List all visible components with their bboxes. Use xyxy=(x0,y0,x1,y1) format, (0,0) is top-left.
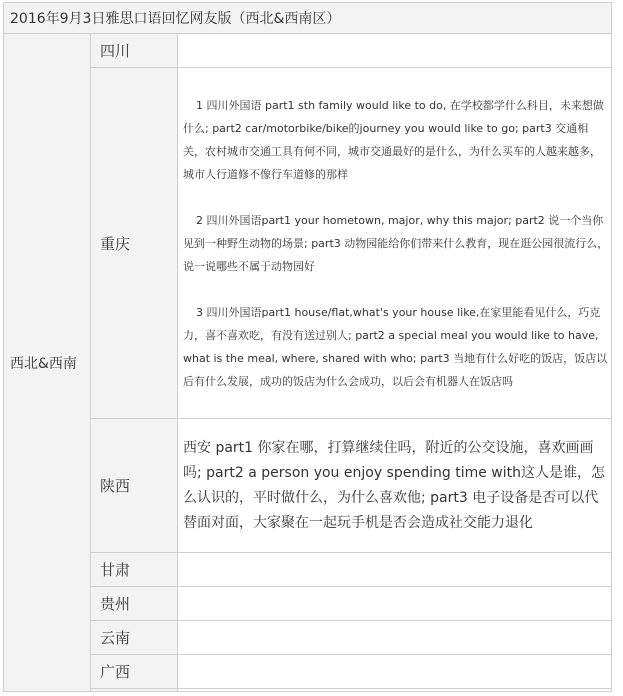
row-guizhou xyxy=(4,587,612,621)
shaanxi-text: 西安 part1 你家在哪，打算继续住吗，附近的公交设施，喜欢画画吗; part2 a person you enjoy spending time with这人是谁，怎么认识的，平时做什么，为什么喜欢他; part3 电子设备是否可以代替面对面，大家聚在一起玩手机是否会造成社交能力退化 xyxy=(183,439,605,531)
exam-recall-table xyxy=(3,2,612,692)
trailing-spacer-content xyxy=(178,689,612,692)
province-sichuan: 四川 xyxy=(91,34,178,68)
row-guangxi xyxy=(4,655,612,689)
content-yunnan xyxy=(178,621,612,655)
content-gansu xyxy=(178,553,612,587)
province-chongqing: 重庆 xyxy=(91,68,178,419)
content-shaanxi xyxy=(178,419,612,553)
table-title: 2016年9月3日雅思口语回忆网友版（西北&西南区） xyxy=(4,3,612,34)
row-shaanxi xyxy=(4,419,612,553)
region-label: 西北&西南 xyxy=(4,34,91,692)
chongqing-paragraph-1: 1 四川外国语 part1 sth family would like to do, 在学校都学什么科目，未来想做什么; part2 car/motorbike/bike的journey you would like to go; part3 交通相关，农村城市交通工具有何不同，城市交通最好的是什么，为什么买车的人越来越多，城市人行道修不像行车道修的那样 xyxy=(183,98,604,181)
title-row xyxy=(4,3,612,34)
province-shaanxi: 陕西 xyxy=(91,419,178,553)
content-chongqing xyxy=(178,68,612,419)
content-guangxi xyxy=(178,655,612,689)
chongqing-paragraph-3: 3 四川外国语part1 house/flat,what's your house like,在家里能看见什么，巧克力，喜不喜欢吃，有没有送过别人; part2 a special meal you would like to have, what is the meal, where, shared with who; part3 当地有什么好吃的饭店，饭店以后有什么发展，成功的饭店为什么会成功，以后会有机器人在饭店吗 xyxy=(183,305,608,388)
trailing-spacer xyxy=(91,689,178,692)
chongqing-text-block xyxy=(178,90,611,397)
content-sichuan xyxy=(178,34,612,68)
province-guangxi: 广西 xyxy=(91,655,178,689)
content-guizhou xyxy=(178,587,612,621)
row-chongqing xyxy=(4,68,612,419)
paragraph-spacer xyxy=(183,186,609,209)
province-yunnan: 云南 xyxy=(91,621,178,655)
province-gansu: 甘肃 xyxy=(91,553,178,587)
paragraph-spacer xyxy=(183,278,609,301)
row-gansu xyxy=(4,553,612,587)
row-trailing xyxy=(4,689,612,692)
chongqing-paragraph-2: 2 四川外国语part1 your hometown, major, why this major; part2 说一个当你见到一种野生动物的场景; part3 动物园能给你们带来什么教育，现在逛公园很流行么，说一说哪些不属于动物园好 xyxy=(183,213,609,273)
row-sichuan xyxy=(4,34,612,68)
province-guizhou: 贵州 xyxy=(91,587,178,621)
row-yunnan xyxy=(4,621,612,655)
